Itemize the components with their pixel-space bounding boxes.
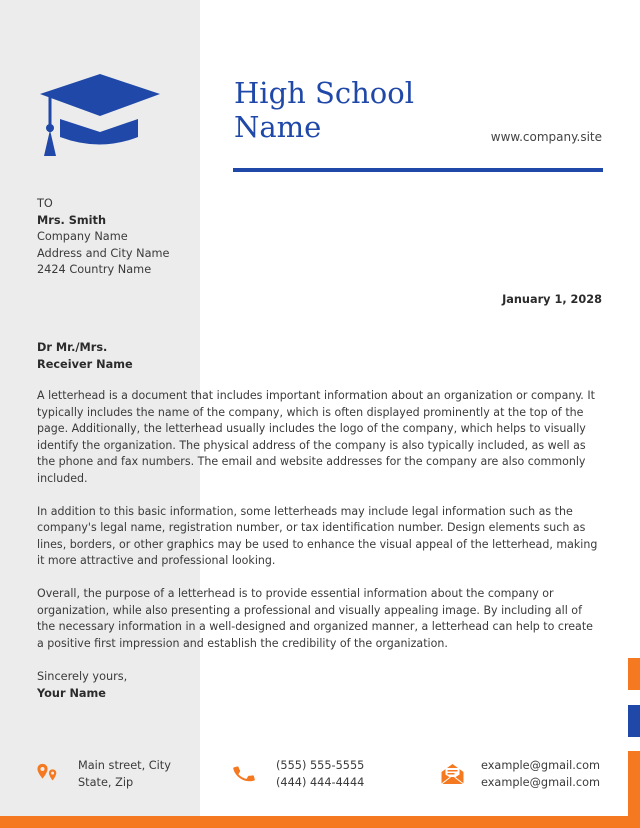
recipient-block (37, 196, 170, 279)
location-pin-icon (36, 763, 60, 785)
body-paragraph: A letterhead is a document that includes important information about an organization or company. It typically includes the name of the company, which is often displayed prominently at the top of the page. Additionally, the letterhead usually includes the logo of the company, which helps to visually identify the organization. The physical address of the company is also typically included, as well as the phone and fax numbers. The email and website addresses for the company are also commonly included. (37, 389, 595, 485)
mail-icon (440, 762, 465, 786)
website-link[interactable]: www.company.site (490, 130, 602, 144)
footer-address (78, 757, 171, 791)
body-paragraph: Overall, the purpose of a letterhead is to provide essential information about the company or organization, while also presenting a professional and visually appealing image. By including all of the necessary information in a well-designed and organized manner, a letterhead can help to create a positive first impression and establish the credibility of the organization. (37, 587, 593, 650)
letter-body (37, 388, 603, 669)
recipient-label: TO (37, 197, 53, 210)
recipient-name: Mrs. Smith (37, 213, 106, 227)
title-line-1: High School (234, 76, 415, 110)
right-accent-block-blue (628, 705, 640, 737)
email-address-2[interactable]: example@gmail.com (480, 776, 600, 789)
graduation-cap-icon (38, 72, 162, 160)
address-line-2: State, Zip (78, 776, 134, 789)
salutation-line-1: Dr Mr./Mrs. (37, 341, 108, 354)
title-line-2: Name (234, 110, 322, 144)
header-divider (233, 168, 603, 172)
recipient-address: Address and City Name (37, 246, 170, 260)
closing-line: Sincerely yours, (37, 670, 128, 683)
phone-number-1[interactable]: (555) 555-5555 (276, 759, 365, 772)
footer-phones (276, 757, 364, 791)
right-accent-block-orange-bottom (628, 751, 640, 816)
bottom-accent-bar (0, 816, 640, 828)
right-accent-block-orange-top (628, 658, 640, 690)
phone-icon (232, 762, 256, 786)
salutation-line-2: Receiver Name (37, 358, 133, 371)
phone-number-2[interactable]: (444) 444-4444 (276, 776, 365, 789)
signature-name: Your Name (37, 687, 106, 700)
letter-date: January 1, 2028 (502, 293, 602, 306)
recipient-company: Company Name (37, 230, 128, 243)
closing-block (37, 668, 127, 702)
email-address-1[interactable]: example@gmail.com (480, 759, 600, 772)
salutation (37, 339, 133, 373)
recipient-country: 2424 Country Name (37, 263, 152, 276)
address-line-1: Main street, City (78, 759, 171, 772)
footer-emails (481, 757, 600, 791)
body-paragraph: In addition to this basic information, some letterheads may include legal information such as the company's legal name, registration number, or tax identification number. Design elements such as lines, borders, or other graphics may be used to enhance the visual appeal of the letterhead, making it more attractive and professional looking. (37, 504, 598, 567)
page-title (234, 76, 454, 144)
